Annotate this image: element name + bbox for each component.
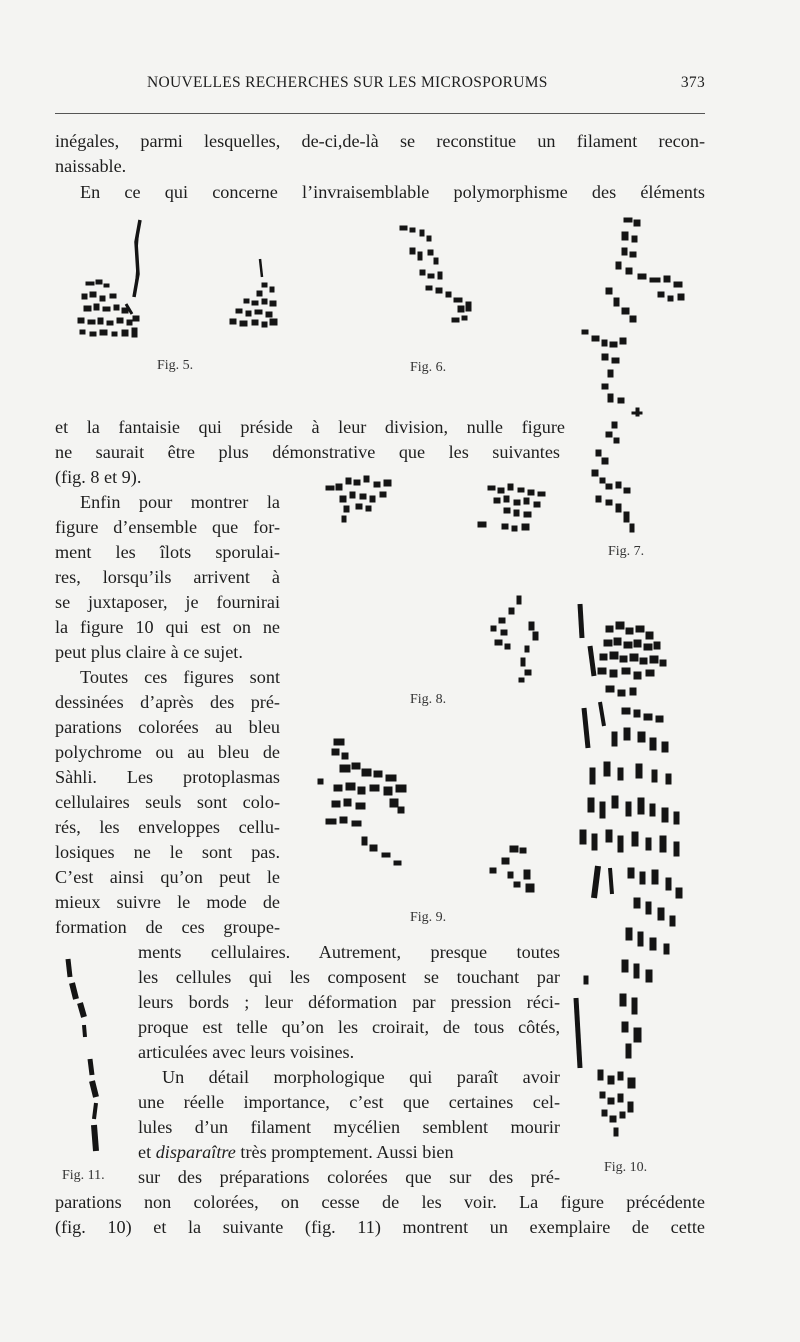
running-header bbox=[55, 74, 705, 96]
text-line: ments cellulaires. Autrement, presque toutes bbox=[138, 942, 560, 962]
text-line: et la fantaisie qui préside à leur division, nulle figure bbox=[55, 417, 565, 437]
text-line: ne saurait être plus démonstrative que les suivantes bbox=[55, 442, 560, 462]
text-line-mixed bbox=[138, 1139, 560, 1165]
text-line: sur des préparations colorées que sur des pré- bbox=[138, 1167, 560, 1187]
fig8a-drawing bbox=[322, 470, 400, 526]
fig8c-drawing bbox=[485, 592, 555, 688]
text-line: lules d’un filament mycélien semblent mourir bbox=[138, 1117, 560, 1137]
fig7-drawing bbox=[578, 212, 700, 542]
text-line: articulées avec leurs voisines. bbox=[138, 1042, 355, 1062]
page-number: 373 bbox=[680, 74, 705, 91]
text-line: losiques ne le sont pas. bbox=[55, 842, 280, 862]
text-line: Sàhli. Les protoplasmas bbox=[55, 767, 280, 787]
fig9b-drawing bbox=[486, 840, 546, 900]
text-line: les cellules qui les composent se touchant par bbox=[138, 967, 560, 987]
caption-fig9: Fig. 9. bbox=[410, 910, 447, 925]
text-line: la figure 10 qui est on ne bbox=[55, 617, 280, 637]
header-rule bbox=[55, 113, 705, 114]
text-line: une réelle importance, c’est que certaines cel- bbox=[138, 1092, 560, 1112]
text-line: parations non colorées, on cesse de les voir. La figure précédente bbox=[55, 1192, 705, 1212]
text-run: et bbox=[138, 1142, 152, 1162]
text-line: ment les îlots sporulai- bbox=[55, 542, 280, 562]
text-line: polychrome ou au bleu de bbox=[55, 742, 280, 762]
text-line: inégales, parmi lesquelles, de-ci,de-là se reconstitue un filament recon- bbox=[55, 131, 705, 151]
text-line: dessinées d’après des pré- bbox=[55, 692, 280, 712]
text-line: leurs bords ; leur déformation par pression réci- bbox=[138, 992, 560, 1012]
fig11-drawing bbox=[62, 955, 112, 1160]
running-title: NOUVELLES RECHERCHES SUR LES MICROSPORUMS bbox=[147, 74, 548, 91]
fig8b-drawing bbox=[474, 478, 554, 538]
text-line: Un détail morphologique qui paraît avoir bbox=[162, 1067, 560, 1087]
caption-fig10: Fig. 10. bbox=[604, 1160, 648, 1175]
caption-fig6: Fig. 6. bbox=[410, 360, 447, 375]
caption-fig8: Fig. 8. bbox=[410, 692, 447, 707]
text-line: figure d’ensemble que for- bbox=[55, 517, 280, 537]
text-line: cellulaires seuls sont colo- bbox=[55, 792, 280, 812]
text-line: rés, les enveloppes cellu- bbox=[55, 817, 280, 837]
text-line: peut plus claire à ce sujet. bbox=[55, 642, 243, 662]
text-line: Toutes ces figures sont bbox=[80, 667, 280, 687]
text-line: Enfin pour montrer la bbox=[80, 492, 280, 512]
fig6-drawing bbox=[392, 218, 482, 336]
fig5b-drawing bbox=[222, 255, 287, 335]
text-line: res, lorsqu’ils arrivent à bbox=[55, 567, 280, 587]
text-line: En ce qui concerne l’invraisemblable polymorphisme des éléments bbox=[80, 182, 705, 202]
caption-fig7: Fig. 7. bbox=[608, 544, 645, 559]
text-line: mieux suivre le mode de bbox=[55, 892, 280, 912]
text-line: parations colorées au bleu bbox=[55, 717, 280, 737]
fig10-drawing bbox=[570, 598, 696, 1158]
caption-fig5: Fig. 5. bbox=[157, 358, 194, 373]
text-line: (fig. 10) et la suivante (fig. 11) montrent un exemplaire de cette bbox=[55, 1217, 705, 1237]
text-line: naissable. bbox=[55, 156, 127, 176]
text-run: très promptement. Aussi bien bbox=[240, 1142, 454, 1162]
fig5-drawing bbox=[70, 212, 155, 347]
text-line: proque est telle qu’on les croirait, de tous côtés, bbox=[138, 1017, 560, 1037]
text-line: C’est ainsi qu’on peut le bbox=[55, 867, 280, 887]
caption-fig11: Fig. 11. bbox=[62, 1168, 105, 1183]
fig9a-drawing bbox=[312, 735, 422, 875]
text-line: (fig. 8 et 9). bbox=[55, 467, 142, 487]
text-run-italic: disparaître bbox=[155, 1142, 236, 1162]
text-line: formation de ces groupe- bbox=[55, 917, 280, 937]
text-line: se juxtaposer, je fournirai bbox=[55, 592, 280, 612]
